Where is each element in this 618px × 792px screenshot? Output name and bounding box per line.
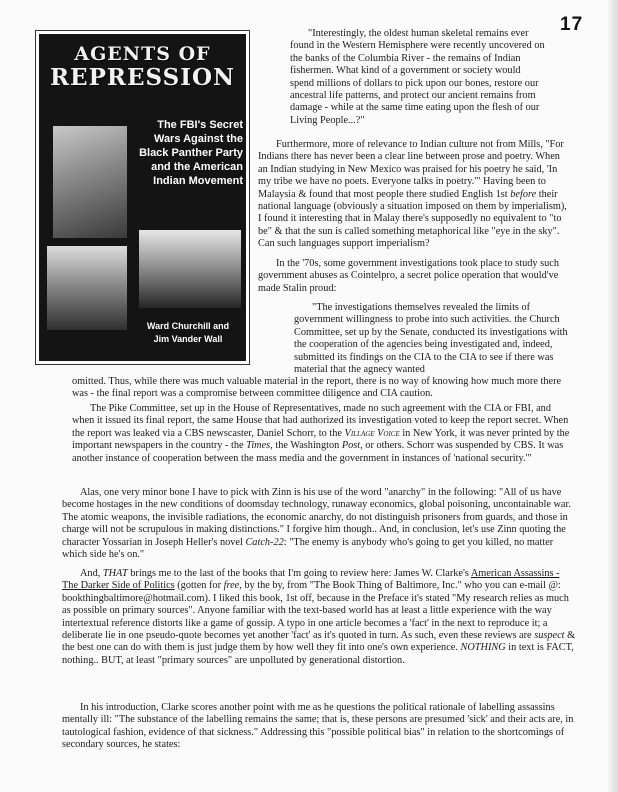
that-emphasis: THAT	[102, 568, 128, 579]
anarchy-part-c: : "The enemy is anybody who's going to get you killed, no matter which side he's on."	[62, 536, 554, 561]
that-part-i: & the best one can do with them is just judge them by how well they fit into one's own experience.	[62, 630, 576, 654]
pike-village-voice: Village Voice	[344, 427, 400, 439]
that-nothing: NOTHING	[460, 642, 506, 654]
that-part-a: And,	[80, 568, 103, 579]
paragraph-columbia-quote-text: "Interestingly, the oldest human skeletal remains ever found in the Western Hemisphere were recently uncovered on the banks of the Columbia River - the remains of Indian fishermen. What kind of a government or society would spend millions of dollars to pick upon our bones, restore our ancestral life patterns, and protect our ancient remains from damage - while at the same time eating upon the flesh of our Living People...?"	[290, 28, 545, 126]
paragraph-introduction-text: In his introduction, Clarke scores another point with me as he questions the political rationale of labelling assassins mentally ill: "The substance of the labelling remains the same; that is, these persons are presumed 'sick' and their acts are, in tautological fashion, evidence of that sickness." Addressing this "possible political bias" in relation to the shortcomings of secondary sources, he states:	[62, 702, 574, 751]
anarchy-part-a: Alas, one very minor bone I have to pick with Zinn is his use of the word "anarchy" in the following: "All of us have become hostages in the new conditions of doomsday technology, runaway economics, global poisoning, uncontainable war. The atomic weapons, the invisible radiations, the economic anarchy, do not distinguish prisoners from guards, and those in charge will not be scrupulous in making distinctions." I forgive him though.. And, in conclusion, let's use Zinn quoting the character Yossarian in Joseph Heller's novel	[62, 487, 571, 548]
pike-part-g: , or others. Schorr was suspended by CBS. It was another instance of cooperation between the mass media and the government in instances of 'national security.'"	[72, 440, 564, 464]
blockquote-investigations-bottom	[72, 376, 572, 401]
paragraph-mills-part-c: their national language (obviously a situation imposed on them by imperialism), I found it interesting that in Malay there's supposedly no equivalent to "to be" & that the sun is called something metaphorical like "eye in the sky". Can such languages support imperialism?	[258, 188, 567, 250]
paragraph-american-assassins	[62, 568, 576, 667]
blockquote-pike-committee	[72, 403, 574, 465]
paragraph-mills-emphasis: before	[510, 188, 537, 200]
paragraph-seventies	[258, 258, 566, 295]
blockquote-pike-committee-text	[72, 403, 574, 465]
pike-part-e: , the Washington	[270, 440, 342, 452]
book-cover-image	[35, 30, 250, 365]
paragraph-anarchy	[62, 487, 576, 561]
book-cover-authors	[134, 320, 242, 346]
page-number: 17	[560, 14, 584, 35]
paragraph-mills-part-a: Furthermore, more of relevance to Indian culture not from Mills, "For Indians there has never been a clear line between prose and poetry. When an Indian studying in New Mexico was praised for his poetry he said, 'In my tribe we have no poets. Everyone talks in poetry.'" Having been to Malaysia & found that most people there studied English 1st	[258, 139, 564, 200]
page-edge	[608, 0, 618, 792]
anarchy-catch22: Catch-22	[245, 536, 284, 548]
book-cover-author-1: Ward Churchill and	[146, 321, 230, 331]
paragraph-seventies-text: In the '70s, some government investigations took place to study such government abuses as Cointelpro, a secret police operation that would've made Stalin proud:	[258, 258, 559, 294]
that-part-c: brings me to the last of the books that I'm going to review here: James W. Clarke's	[127, 568, 471, 579]
cover-photo-panthers	[139, 230, 241, 308]
book-cover-title-line2: REPRESSION	[49, 64, 236, 91]
cover-photo-soldier	[53, 126, 127, 238]
that-part-k: in text is FACT, nothing.. BUT, at least "primary sources" are unpolluted by generational distortion.	[62, 642, 574, 666]
paragraph-mills-text	[258, 139, 570, 251]
paragraph-anarchy-text	[62, 487, 576, 561]
blockquote-investigations-top-text: "The investigations themselves revealed the limits of government willingness to probe into such activities. the Church Committee, set up by the Senate, conducted its investigations with the cooperation of the agencies being investigated and, indeed, submitted its findings on the CIA to the CIA to see if there was material that the agnecy wanted	[294, 302, 568, 376]
paragraph-american-assassins-text	[62, 568, 576, 667]
pike-part-c: in New York, it was never printed by the important newspapers in the country - the	[72, 427, 570, 452]
book-title-american-assassins: American Assassins - The Darker Side of Politics	[62, 568, 560, 592]
pike-part-a: The Pike Committee, set up in the House of Representatives, made no such agreement with the CIA or FBI, and when it issued its final report, the same House that had authorized its investigation voted to keep the report secret. When the report was leaked via a CBS newscaster, Daniel Schorr, to the	[72, 403, 569, 439]
book-cover-artwork	[39, 34, 246, 361]
that-part-e: (gotten for	[174, 580, 224, 592]
that-free: free	[223, 580, 240, 592]
book-cover-title-line1: AGENTS OF	[74, 43, 211, 65]
paragraph-mills	[258, 139, 570, 251]
pike-times: Times	[246, 440, 271, 452]
book-cover-subtitle: The FBI's Secret Wars Against the Black Panther Party and the American Indian Movement	[139, 119, 243, 187]
book-cover-author-2: Jim Vander Wall	[153, 334, 223, 344]
pike-post: Post	[341, 440, 361, 452]
cover-photo-group	[47, 246, 127, 330]
blockquote-investigations-bottom-text: omitted. Thus, while there was much valuable material in the report, there is no way of knowing how much more there was - the final report was a compromise between committee diligence and CIA caution.	[72, 376, 562, 400]
paragraph-introduction	[62, 702, 576, 752]
paragraph-columbia-quote	[290, 28, 545, 127]
blockquote-investigations-top	[294, 302, 572, 376]
that-part-g: , by the by, from "The Book Thing of Baltimore, Inc." who you can e-mail @: bookthingbaltimore@hotmail.com). I liked this book, 1st off, because in the Preface it's stated "My research relies as much as possible on primary sources". Anyone familiar with the text-based world has at least a little experience with the way intertextual reference distorts like a game of gossip. A typo in one article becomes a 'fact' in the next to reproduce it; a deliberate lie in one pseudo-quote becomes yet another 'fact' as it's quoted in turn. As such, even these reviews are	[62, 580, 569, 642]
book-cover-title	[39, 42, 246, 90]
that-suspect: suspect	[534, 630, 565, 642]
